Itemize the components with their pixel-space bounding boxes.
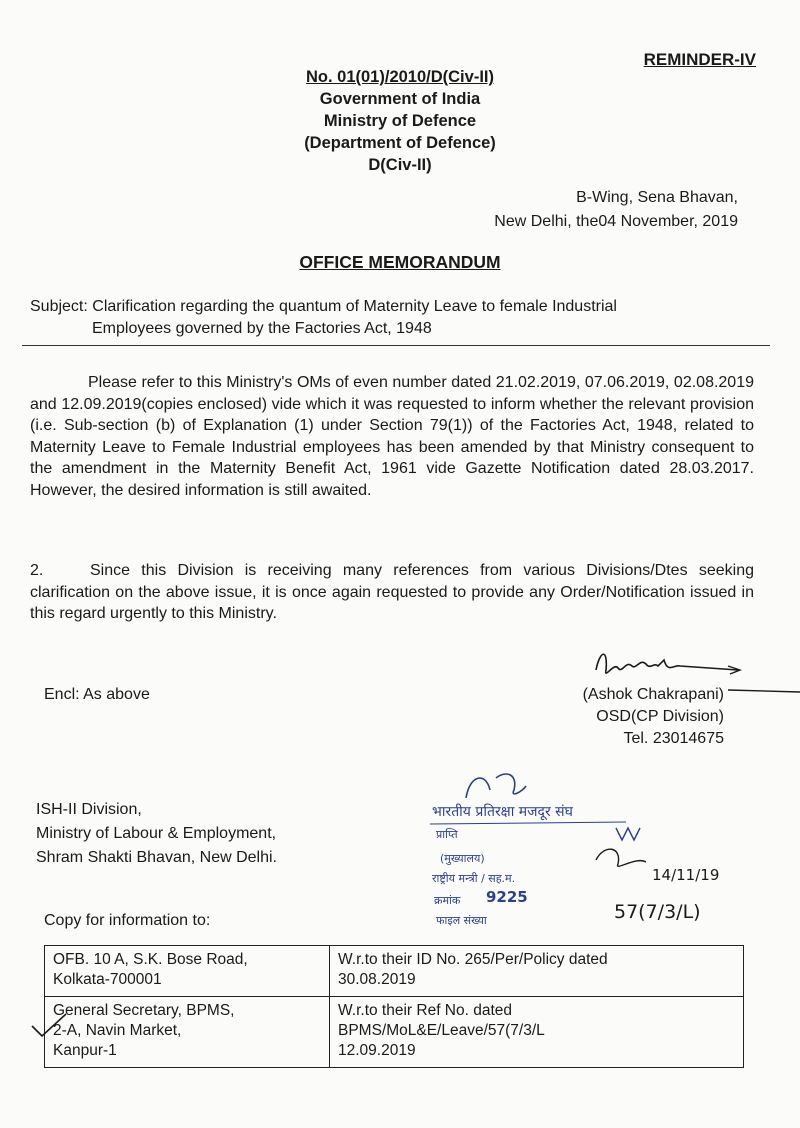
- letterhead: [0, 66, 800, 176]
- reference-line: 12.09.2019: [338, 1042, 416, 1059]
- file-number: No. 01(01)/2010/D(Civ-II): [306, 68, 494, 86]
- addressee-line-3: Shram Shakti Bhavan, New Delhi.: [36, 849, 277, 866]
- signatory-name: (Ashok Chakrapani): [582, 686, 724, 703]
- checkmark-icon: [28, 1012, 68, 1038]
- signatory-telephone: Tel. 23014675: [623, 730, 724, 747]
- stamp-file-ref: 57(7/3/L): [614, 901, 701, 923]
- signatory-block: [583, 684, 724, 750]
- paragraph-2-number: 2.: [30, 562, 44, 579]
- recipient-line: General Secretary, BPMS,: [53, 1002, 235, 1019]
- copy-recipient: [45, 946, 330, 997]
- reference-line: W.r.to their Ref No. dated: [338, 1002, 513, 1019]
- reminder-label: REMINDER-IV: [643, 50, 756, 69]
- paragraph-1: Please refer to this Ministry's OMs of even number dated 21.02.2019, 07.06.2019, 02.08.2019 and 12.09.2019(copies enclosed) vide which it was requested to inform whether the relevant provision (i.e. Sub-section (b) of Explanation (1) under Section 79(1)) of the Factories Act, 1948, related to Maternity Leave to Female Industrial employees has been amended by that Ministry consequent to the amendment in the Maternity Benefit Act, 1961 vide Gazette Notification dated 28.03.2017. However, the desired information is still awaited.: [30, 374, 754, 499]
- enclosure-note: Encl: As above: [44, 686, 150, 703]
- ministry-line: Ministry of Defence: [323, 112, 477, 130]
- government-line: Government of India: [319, 90, 481, 108]
- place-date: [494, 186, 738, 234]
- received-stamp-icon: [426, 768, 726, 928]
- stamp-received: प्राप्ति: [436, 828, 458, 841]
- signatory-designation: OSD(CP Division): [596, 708, 724, 725]
- reference-line: 30.08.2019: [338, 971, 416, 988]
- subject-underline: [22, 345, 770, 346]
- copy-recipient: [45, 997, 330, 1068]
- date-line: New Delhi, the04 November, 2019: [494, 213, 738, 230]
- stamp-secretary: राष्ट्रीय मन्त्री / सह.म.: [432, 872, 516, 885]
- recipient-line: Kanpur-1: [53, 1042, 117, 1059]
- table-row: [45, 946, 744, 997]
- department-line: (Department of Defence): [304, 134, 496, 152]
- addressee-line-1: ISH-II Division,: [36, 801, 142, 818]
- document-title: OFFICE MEMORANDUM: [299, 252, 501, 272]
- subject-line-2: Employees governed by the Factories Act, 1948: [92, 320, 432, 337]
- table-row: [45, 997, 744, 1068]
- stamp-number: 9225: [486, 888, 528, 906]
- addressee-block: [36, 798, 277, 870]
- stamp-file-label: फाइल संख्या: [436, 914, 487, 927]
- stamp-office: (मुख्यालय): [440, 852, 485, 865]
- recipient-line: Kolkata-700001: [53, 971, 162, 988]
- stamp-organisation: भारतीय प्रतिरक्षा मजदूर संघ: [432, 804, 573, 820]
- addressee-line-2: Ministry of Labour & Employment,: [36, 825, 277, 842]
- recipient-line: 2-A, Navin Market,: [53, 1022, 182, 1039]
- place-line: B-Wing, Sena Bhavan,: [576, 189, 738, 206]
- reference-line: BPMS/MoL&E/Leave/57(7/3/L: [338, 1022, 545, 1039]
- copy-reference: [330, 997, 744, 1068]
- copy-to-table: [44, 945, 744, 1068]
- copy-reference: [330, 946, 744, 997]
- stamp-date: 14/11/19: [652, 866, 720, 884]
- paragraph-2: [30, 560, 754, 625]
- subject-line-1: Subject: Clarification regarding the quantum of Maternity Leave to female Industrial: [30, 298, 617, 315]
- reference-line: W.r.to their ID No. 265/Per/Policy dated: [338, 951, 608, 968]
- recipient-line: OFB. 10 A, S.K. Bose Road,: [53, 951, 248, 968]
- subject: [30, 296, 766, 340]
- copy-heading: Copy for information to:: [44, 912, 211, 929]
- section-line: D(Civ-II): [368, 156, 432, 174]
- paragraph-2-text: Since this Division is receiving many references from various Divisions/Dtes seeking clarification on the above issue, it is once again requested to provide any Order/Notification issued in this regard urgently to this Ministry.: [30, 562, 754, 622]
- stamp-number-label: क्रमांक: [434, 894, 461, 907]
